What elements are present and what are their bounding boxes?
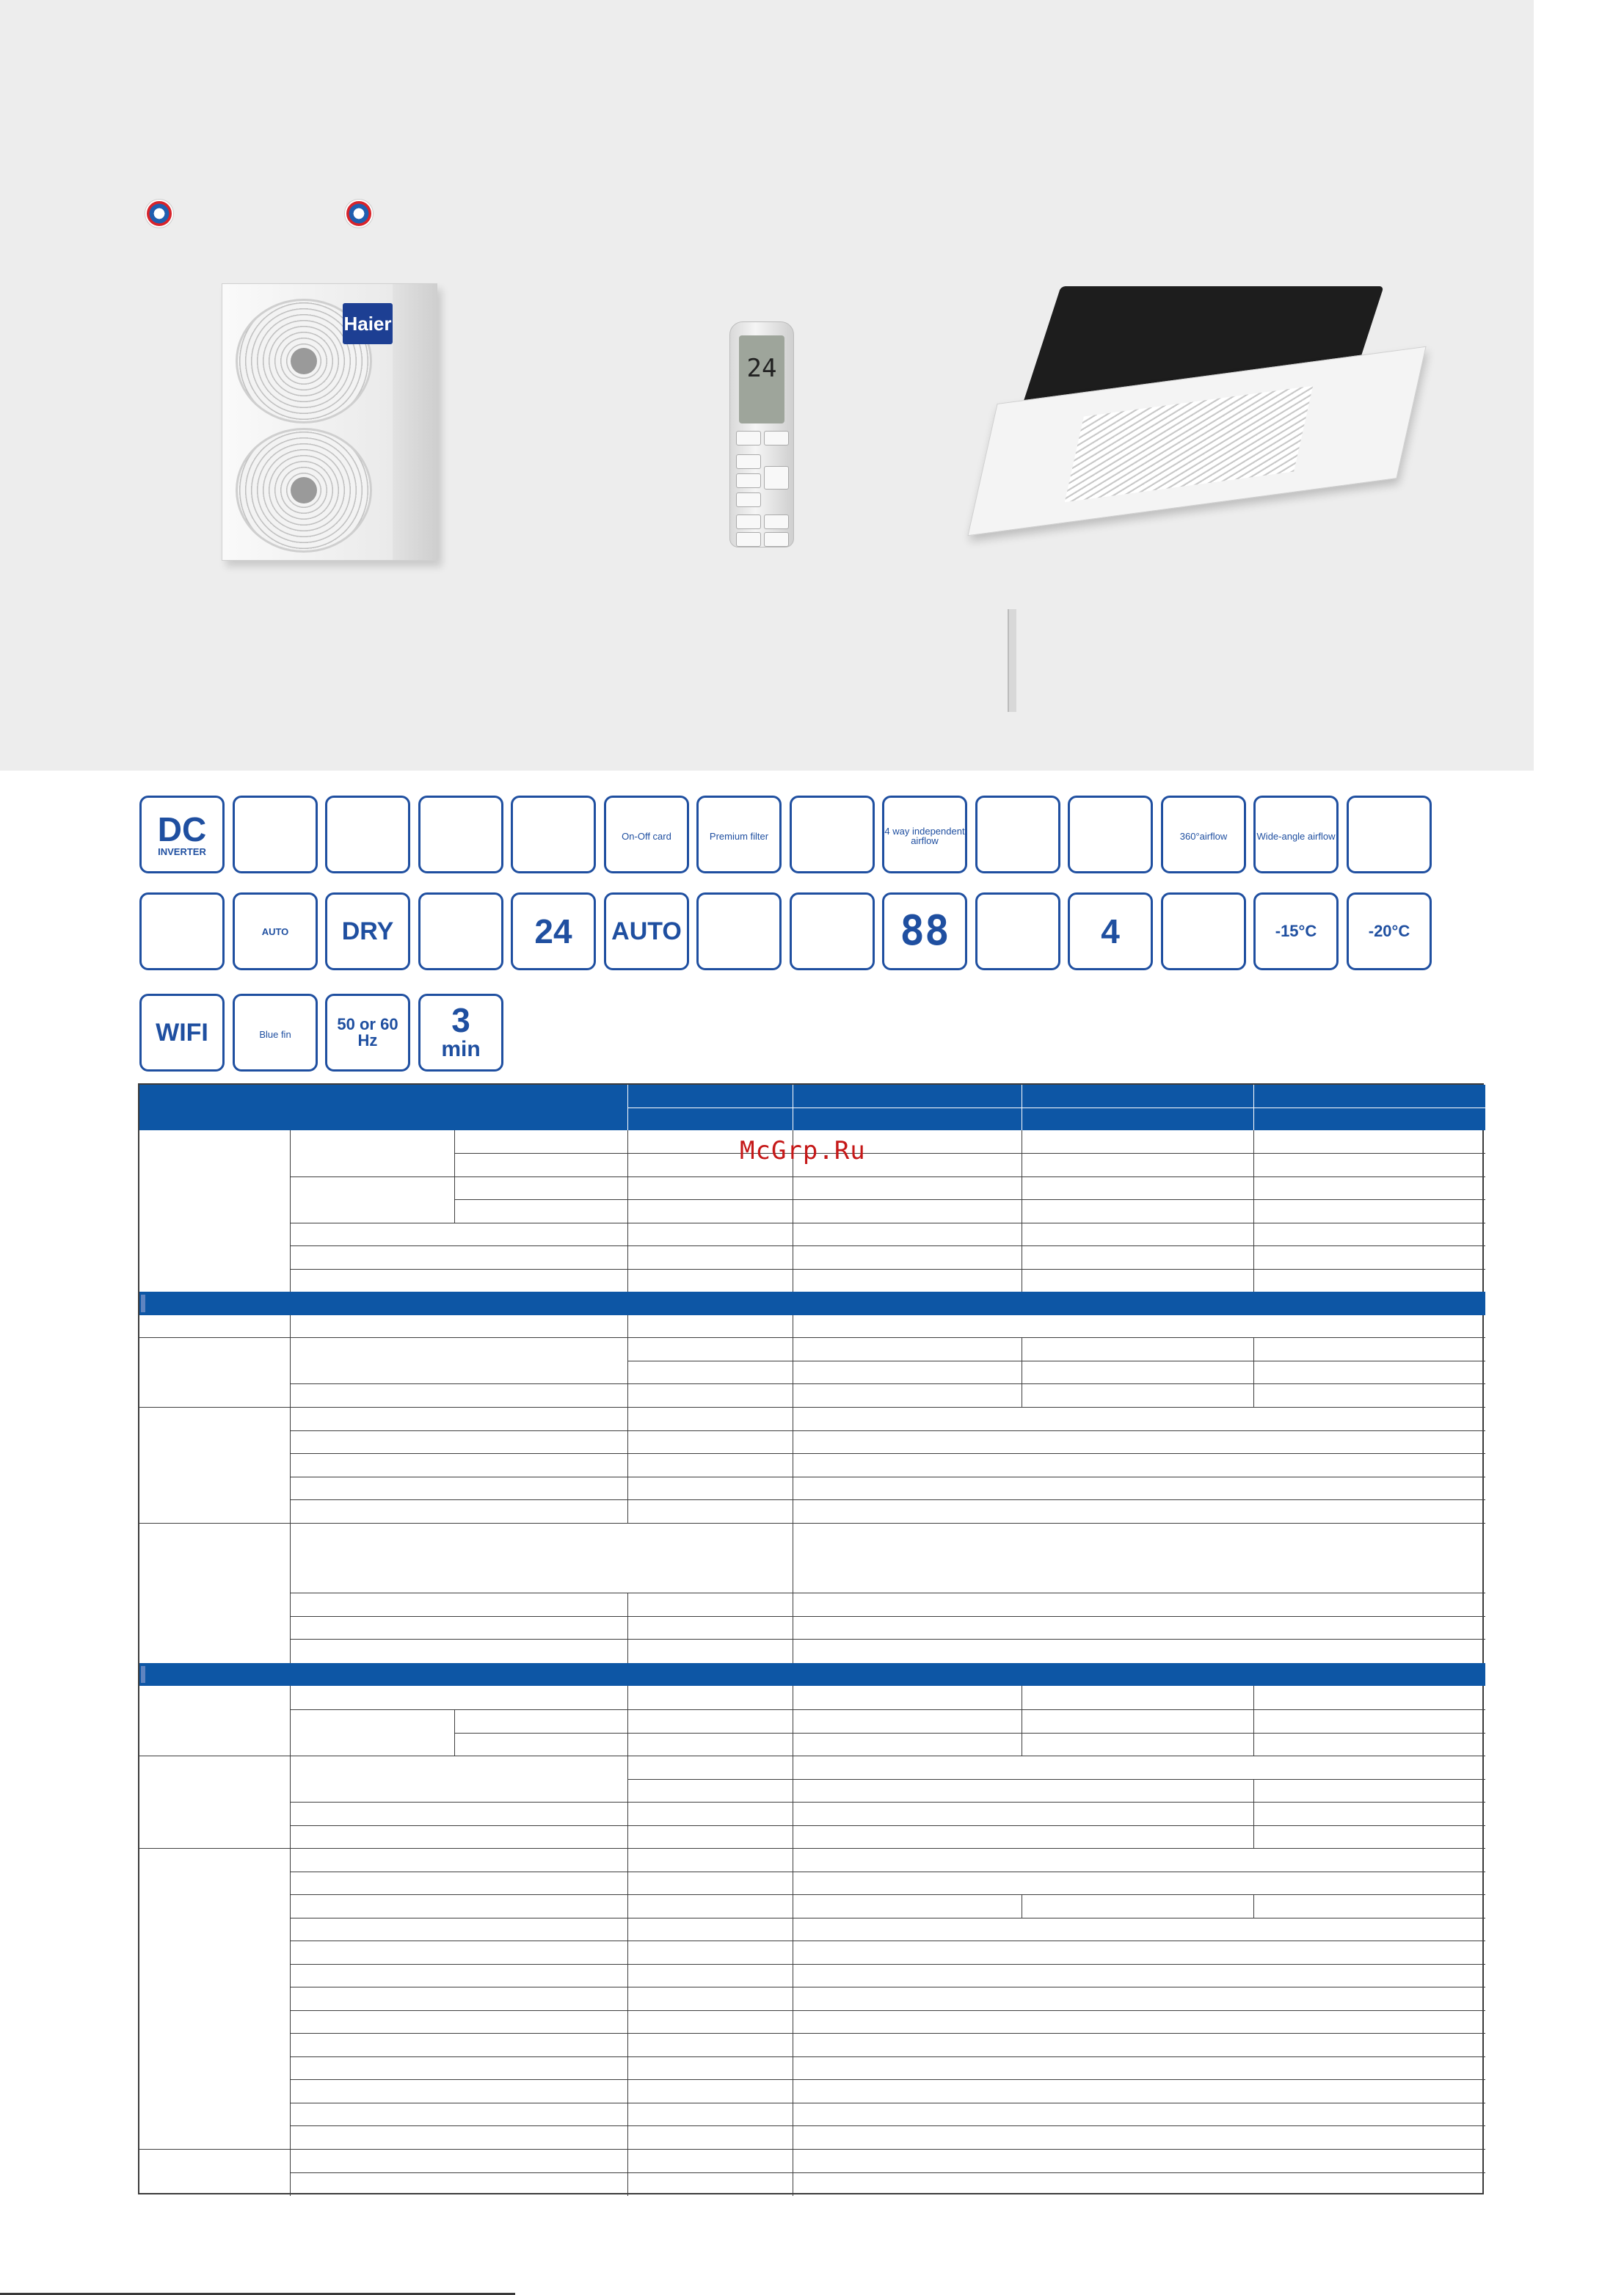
wide-angle-airflow-icon xyxy=(1253,796,1339,873)
remote-control-image xyxy=(729,321,794,548)
section-marker xyxy=(141,1666,145,1683)
sleep-mode-icon xyxy=(418,892,503,970)
watermark: McGrp.Ru xyxy=(740,1136,866,1165)
table-rule xyxy=(290,2056,1485,2057)
table-rule xyxy=(290,1616,1485,1617)
table-rule xyxy=(290,1430,1485,1431)
auto-fan-icon xyxy=(233,892,318,970)
remote-button xyxy=(764,514,789,529)
table-rule xyxy=(1253,1130,1254,1292)
cool-heat-icon xyxy=(139,892,225,970)
table-rule xyxy=(454,1130,455,1223)
table-rule xyxy=(454,1733,1485,1734)
remote-button xyxy=(736,454,761,469)
table-rule xyxy=(627,1407,628,1523)
blank-3-icon xyxy=(511,796,596,873)
remote-button xyxy=(736,514,761,529)
table-rule xyxy=(454,1153,1485,1154)
table-rule xyxy=(290,1499,1485,1500)
led-display-icon xyxy=(882,892,967,970)
low-temp-cooling-glyph: -15°C xyxy=(1275,922,1317,940)
table-rule xyxy=(290,1964,1485,1965)
certification-badge-icon xyxy=(345,200,373,228)
blank-1-icon xyxy=(325,796,410,873)
table-rule xyxy=(290,2010,1485,2011)
3-min-sub: min xyxy=(441,1037,481,1061)
table-rule xyxy=(454,1709,455,1756)
4-speed-fan-glyph: 4 xyxy=(1101,912,1120,950)
table-rule xyxy=(290,2033,1485,2034)
table-rule xyxy=(290,1709,1485,1710)
table-rule xyxy=(290,1130,291,1292)
timer-24-glyph: 24 xyxy=(534,912,572,950)
low-temp-heating-icon xyxy=(1347,892,1432,970)
blue-fin-caption: Blue fin xyxy=(259,1028,291,1040)
auto-fan-sub: AUTO xyxy=(261,925,289,937)
table-rule xyxy=(290,1315,291,1663)
on-off-card-icon xyxy=(604,796,689,873)
4way-airflow-icon xyxy=(882,796,967,873)
360-airflow-caption: 360°airflow xyxy=(1179,830,1228,842)
table-rule xyxy=(290,1269,1485,1270)
wifi-glyph: WIFI xyxy=(156,1019,208,1047)
table-rule xyxy=(1253,1337,1254,1407)
table-rule xyxy=(290,1383,1485,1384)
auto-restart-glyph: AUTO xyxy=(611,917,682,945)
fresh-air-icon xyxy=(1068,796,1153,873)
table-rule xyxy=(139,1337,1485,1338)
fan-grille-icon xyxy=(236,428,372,553)
remote-button xyxy=(736,473,761,488)
blank-4-icon xyxy=(696,892,782,970)
dc-inverter-sub: INVERTER xyxy=(158,845,206,857)
low-temp-heating-glyph: -20°C xyxy=(1368,922,1410,940)
dry-mode-glyph: DRY xyxy=(341,917,394,945)
table-rule xyxy=(627,1779,1485,1780)
table-rule xyxy=(139,1848,1485,1849)
section-marker xyxy=(141,1295,145,1312)
remote-button xyxy=(764,532,789,547)
table-rule xyxy=(290,1802,1485,1803)
50-60hz-glyph: 50 or 60 Hz xyxy=(337,1015,398,1050)
table-rule xyxy=(290,1686,291,2196)
table-rule xyxy=(627,1315,628,1407)
divider xyxy=(1008,609,1016,712)
table-rule xyxy=(290,1639,1485,1640)
dc-inverter-glyph: DC xyxy=(157,810,207,848)
table-rule xyxy=(139,2149,1485,2150)
auto-restart-icon xyxy=(604,892,689,970)
led-display-glyph: 88 xyxy=(900,907,950,955)
remote-button xyxy=(764,466,789,490)
50-60hz-icon xyxy=(325,994,410,1072)
table-rule xyxy=(290,1245,1485,1246)
remote-button xyxy=(736,431,761,445)
premium-filter-icon xyxy=(696,796,782,873)
section-header xyxy=(139,1663,1485,1686)
dry-mode-icon xyxy=(325,892,410,970)
on-off-card-caption: On-Off card xyxy=(622,830,671,842)
table-rule xyxy=(1253,1779,1254,1848)
table-rule xyxy=(290,2079,1485,2080)
blue-panel-icon xyxy=(790,796,875,873)
360-airflow-icon xyxy=(1161,796,1246,873)
blue-fin-icon xyxy=(233,994,318,1072)
section-header xyxy=(139,1292,1485,1315)
3-min-glyph: 3 xyxy=(451,1001,470,1039)
blank-2-icon xyxy=(418,796,503,873)
key-lock-icon xyxy=(790,892,875,970)
low-temp-cooling-icon xyxy=(1253,892,1339,970)
dc-inverter-icon xyxy=(139,796,225,873)
cassette-unit-image xyxy=(991,272,1431,514)
table-rule xyxy=(290,1894,1485,1895)
table-rule xyxy=(290,2125,1485,2126)
table-rule xyxy=(139,1407,1485,1408)
wide-angle-airflow-caption: Wide-angle airflow xyxy=(1256,830,1336,842)
wifi-icon xyxy=(139,994,225,1072)
table-rule xyxy=(139,1523,1485,1524)
table-rule xyxy=(627,1686,628,2196)
3-min-icon xyxy=(418,994,503,1072)
table-rule xyxy=(290,2172,1485,2173)
table-rule xyxy=(290,1825,1485,1826)
remote-display: 24 xyxy=(739,335,784,423)
remote-button xyxy=(736,532,761,547)
table-rule xyxy=(1253,1686,1254,1756)
premium-filter-caption: Premium filter xyxy=(709,830,769,842)
wired-controller-icon xyxy=(975,892,1060,970)
remote-button xyxy=(764,431,789,445)
4-speed-fan-icon xyxy=(1068,892,1153,970)
table-rule xyxy=(454,1199,1485,1200)
specification-table xyxy=(138,1083,1484,2194)
outdoor-unit-image xyxy=(222,283,437,561)
4way-airflow-caption: 4 way independent airflow xyxy=(884,826,965,846)
table-rule xyxy=(290,1453,1485,1454)
brand-logo: Haier xyxy=(343,303,393,344)
certification-badge-icon xyxy=(145,200,173,228)
cassette-unit-icon xyxy=(975,796,1060,873)
drain-pump-icon xyxy=(1161,892,1246,970)
louver-icon xyxy=(1347,796,1432,873)
table-rule xyxy=(627,1593,628,1663)
remote-button xyxy=(736,492,761,507)
table-rule xyxy=(627,1130,628,1292)
fan-motor-icon xyxy=(233,796,318,873)
table-rule xyxy=(290,1176,1485,1177)
table-rule xyxy=(1253,1894,1254,1918)
timer-24-icon xyxy=(511,892,596,970)
page-margin xyxy=(1534,0,1624,2295)
